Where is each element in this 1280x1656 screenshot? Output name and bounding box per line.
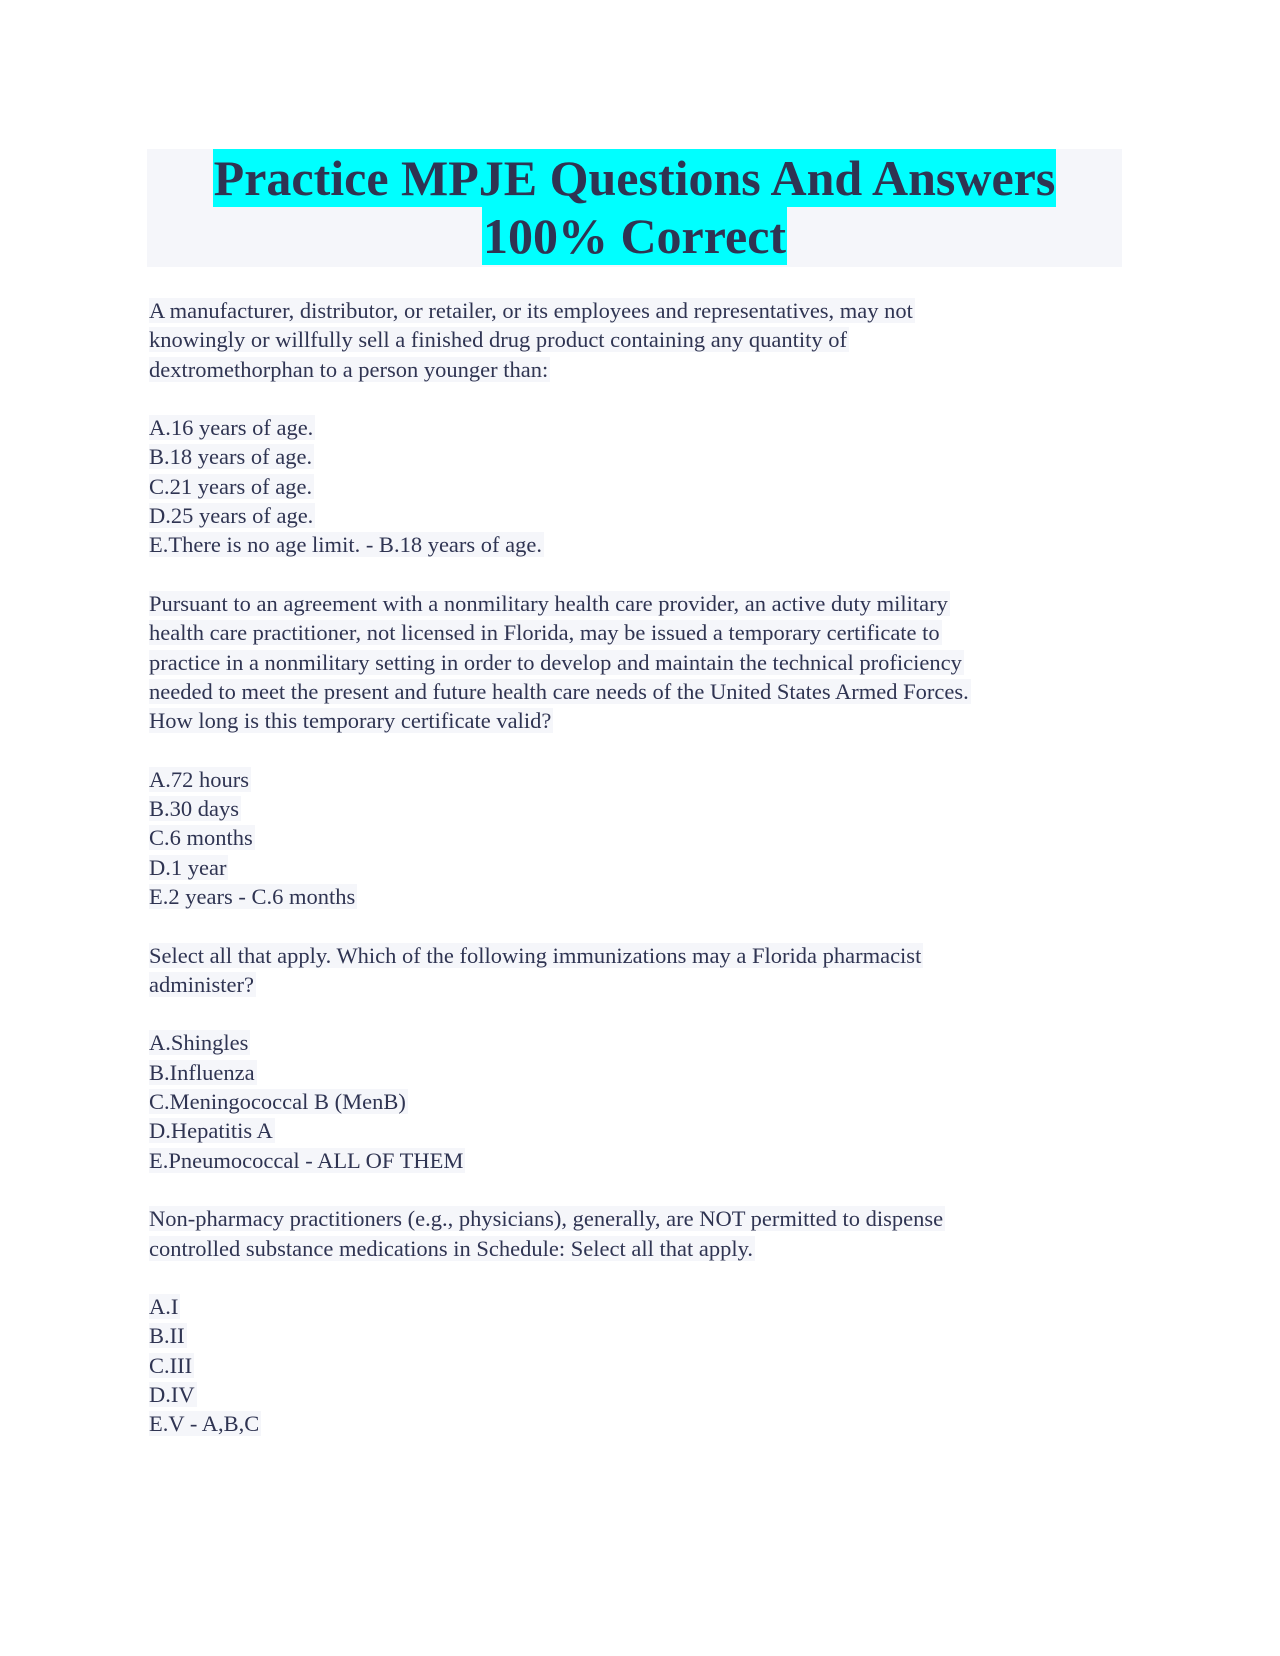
- answer-option: [149, 794, 1139, 823]
- title-line-2: 100% Correct: [482, 208, 787, 264]
- answer-option: [149, 1351, 1139, 1380]
- question-text-line: [149, 296, 1139, 325]
- answer-option: [149, 823, 1139, 852]
- question-text-line: [149, 589, 1139, 618]
- answer-option: [149, 1146, 1139, 1175]
- question-text: Pursuant to an agreement with a nonmilitary health care provider, an active duty military: [149, 590, 948, 616]
- answer-option-text: C.6 months: [149, 825, 253, 851]
- answer-option-text: D.IV: [149, 1381, 195, 1407]
- answer-option-text: E.Pneumococcal - ALL OF THEM: [149, 1147, 464, 1173]
- question-text: practice in a nonmilitary setting in order to develop and maintain the technical proficiency: [149, 649, 962, 675]
- answer-option-text: C.21 years of age.: [149, 473, 313, 499]
- question-text-line: [149, 618, 1139, 647]
- answer-option-text: B.18 years of age.: [149, 444, 313, 470]
- answer-option-text: A.72 hours: [149, 766, 249, 792]
- question-block: [149, 589, 1139, 941]
- answer-option: [149, 1028, 1139, 1057]
- question-block: [149, 296, 1139, 589]
- answer-option: [149, 1058, 1139, 1087]
- question-text-line: [149, 1204, 1139, 1233]
- answer-option: [149, 1116, 1139, 1145]
- answer-option: [149, 413, 1139, 442]
- question-block: [149, 1204, 1139, 1438]
- answer-option-text: E.2 years - C.6 months: [149, 883, 356, 909]
- answer-option-text: D.25 years of age.: [149, 503, 314, 529]
- answer-option-text: B.II: [149, 1323, 185, 1349]
- document-title: [147, 149, 1122, 267]
- answer-option-text: E.V - A,B,C: [149, 1411, 260, 1437]
- answer-option: [149, 472, 1139, 501]
- answer-option: [149, 1292, 1139, 1321]
- question-text: dextromethorphan to a person younger than:: [149, 356, 549, 382]
- answer-option: [149, 882, 1139, 911]
- answer-option-text: B.30 days: [149, 796, 239, 822]
- answer-option-text: A.Shingles: [149, 1030, 249, 1056]
- answer-option: [149, 1380, 1139, 1409]
- question-text: controlled substance medications in Schedule: Select all that apply.: [149, 1235, 753, 1261]
- question-text-line: [149, 941, 1139, 970]
- question-text: Select all that apply. Which of the following immunizations may a Florida pharmacist: [149, 942, 922, 968]
- answer-option-text: A.I: [149, 1294, 179, 1320]
- answer-option: [149, 1087, 1139, 1116]
- question-text: A manufacturer, distributor, or retailer, or its employees and representatives, may not: [149, 298, 913, 323]
- document-body: [149, 296, 1139, 1439]
- answer-option-text: E.There is no age limit. - B.18 years of age.: [149, 532, 543, 558]
- question-text-line: [149, 325, 1139, 354]
- question-text: How long is this temporary certificate valid?: [149, 708, 552, 734]
- answer-option: [149, 1409, 1139, 1438]
- title-line-1: Practice MPJE Questions And Answers: [213, 150, 1056, 206]
- question-text: health care practitioner, not licensed in Florida, may be issued a temporary certificate to: [149, 620, 940, 646]
- answer-option-text: D.1 year: [149, 854, 227, 880]
- answer-option-text: D.Hepatitis A: [149, 1118, 273, 1144]
- question-text-line: [149, 970, 1139, 999]
- answer-option-text: A.16 years of age.: [149, 415, 314, 441]
- answer-option: [149, 765, 1139, 794]
- answer-option: [149, 853, 1139, 882]
- answer-option-text: C.Meningococcal B (MenB): [149, 1089, 406, 1115]
- question-text-line: [149, 648, 1139, 677]
- answer-option-text: B.Influenza: [149, 1059, 255, 1085]
- question-text: Non-pharmacy practitioners (e.g., physicians), generally, are NOT permitted to dispense: [149, 1206, 944, 1232]
- answer-option: [149, 501, 1139, 530]
- question-text: knowingly or willfully sell a finished drug product containing any quantity of: [149, 327, 848, 353]
- answer-option: [149, 442, 1139, 471]
- question-text-line: [149, 677, 1139, 706]
- answer-option: [149, 530, 1139, 559]
- question-text-line: [149, 355, 1139, 384]
- answer-option-text: C.III: [149, 1352, 193, 1378]
- question-text: needed to meet the present and future health care needs of the United States Armed Forces.: [149, 678, 969, 704]
- question-block: [149, 941, 1139, 1205]
- question-text-line: [149, 1234, 1139, 1263]
- question-text: administer?: [149, 971, 254, 997]
- answer-option: [149, 1321, 1139, 1350]
- question-text-line: [149, 706, 1139, 735]
